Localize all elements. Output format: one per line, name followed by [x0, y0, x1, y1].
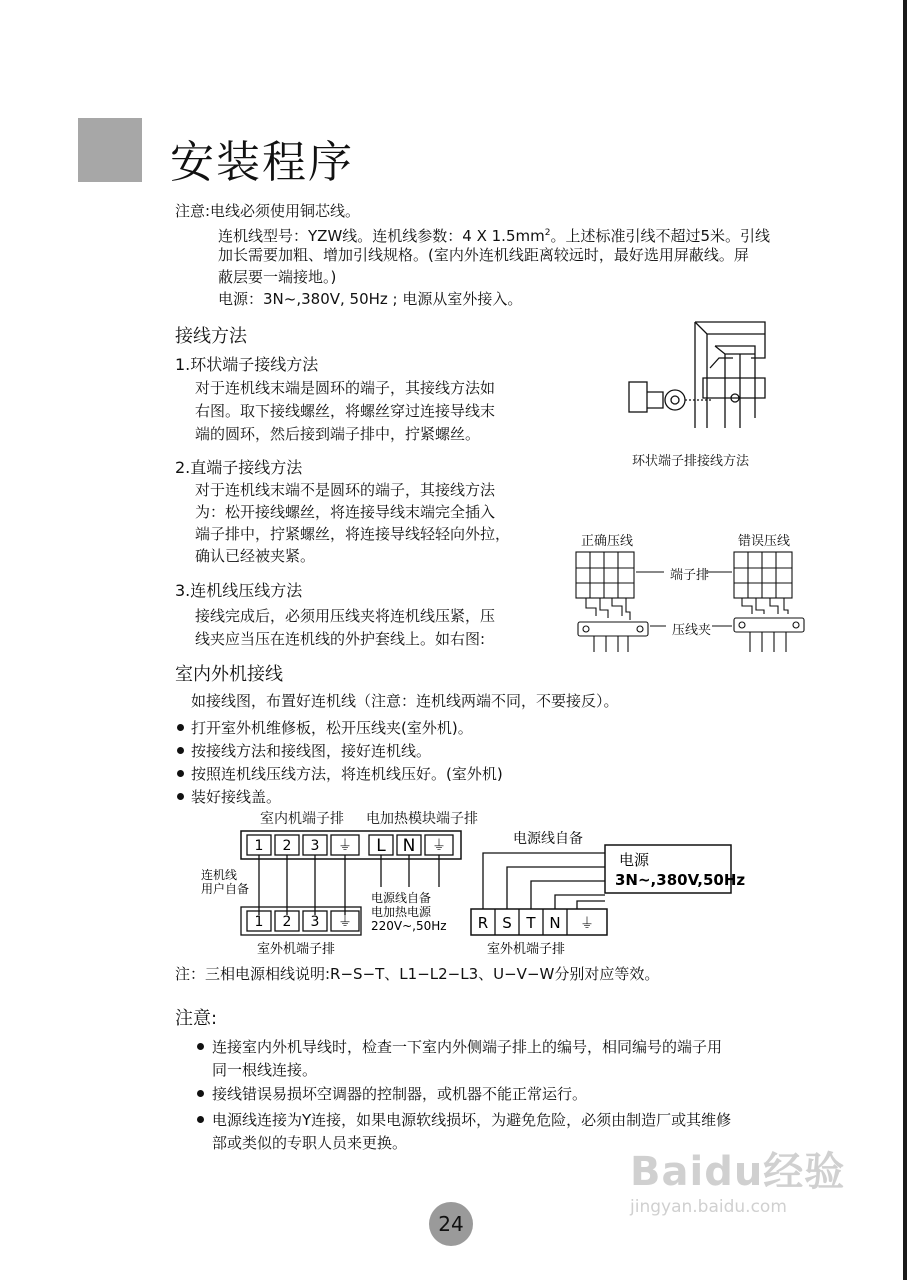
- section-1-title: 1.环状端子接线方法: [175, 355, 319, 374]
- ground-icon: ⏚: [432, 838, 446, 854]
- page-edge: [903, 0, 907, 1280]
- outdoor-cell: 2: [282, 914, 292, 930]
- section-2-title: 2.直端子接线方法: [175, 458, 303, 477]
- bullet-dot: [177, 747, 184, 754]
- wrong-clamp-label: 错误压线: [738, 534, 791, 549]
- indoor-cell: 3: [310, 838, 320, 854]
- bullet-dot: [177, 793, 184, 800]
- section-1-line-1: 对于连机线末端是圆环的端子，其接线方法如: [195, 379, 496, 397]
- bullet-dot: [197, 1090, 204, 1097]
- caution-3-line-2: 部或类似的专职人员来更换。: [212, 1134, 408, 1152]
- section-1-line-3: 端的圆环，然后接到端子排中，拧紧螺丝。: [195, 425, 481, 443]
- step-bullet-3: 按照连机线压线方法，将连机线压好。(室外机): [191, 765, 503, 783]
- step-bullet-1: 打开室外机维修板，松开压线夹(室外机)。: [191, 719, 473, 737]
- notice-line-2: 连机线型号：YZW线。连机线参数：4 X $1.5mm^2$。上述标准引线不超过5米。引线: [218, 227, 770, 245]
- power-cell: T: [526, 914, 536, 932]
- caution-heading: 注意:: [175, 1008, 218, 1029]
- heater-note-3: 220V~,50Hz: [371, 919, 447, 933]
- correct-clamp-label: 正确压线: [581, 534, 634, 549]
- watermark-logo: Baidu经验: [630, 1149, 846, 1195]
- step-bullet-2: 按接线方法和接线图，接好连机线。: [191, 742, 432, 760]
- caution-3-line-1: 电源线连接为Y连接，如果电源软线损坏，为避免危险，必须由制造厂或其维修: [212, 1111, 732, 1129]
- section-2-line-3: 端子排中，拧紧螺丝，将连接导线轻轻向外拉，: [195, 525, 511, 543]
- section-3-title: 3.连机线压线方法: [175, 581, 303, 600]
- section-1-line-2: 右图。取下接线螺丝，将螺丝穿过连接导线末: [195, 402, 496, 420]
- notice-line-3: 加长需要加粗、增加引线规格。(室内外连机线距离较远时，最好选用屏蔽线。屏: [218, 246, 749, 264]
- baidu-watermark: [630, 1140, 850, 1250]
- wiring-heading: 接线方法: [175, 326, 247, 347]
- heater-note-2: 电加热电源: [371, 905, 432, 919]
- section-2-line-4: 确认已经被夹紧。: [195, 547, 316, 565]
- notice-line-4: 蔽层要一端接地。): [218, 268, 337, 286]
- outdoor-cell: 1: [254, 914, 264, 930]
- indoor-outdoor-intro: 如接线图，布置好连机线（注意：连机线两端不同，不要接反）。: [191, 692, 619, 710]
- notice-line-5: 电源：3N~,380V, 50Hz ; 电源从室外接入。: [218, 290, 523, 308]
- page-number: 24: [429, 1202, 473, 1246]
- heater-cell: N: [402, 836, 416, 856]
- bullet-dot: [197, 1116, 204, 1123]
- link-label-1: 连机线: [201, 868, 238, 882]
- outdoor-terminal-label-2: 室外机端子排: [487, 942, 566, 957]
- indoor-terminal-label: 室内机端子排: [260, 811, 344, 827]
- outdoor-terminal-label-1: 室外机端子排: [257, 942, 336, 957]
- outdoor-cell: 3: [310, 914, 320, 930]
- ground-icon: ⏚: [338, 838, 352, 854]
- ground-icon: ⏚: [580, 916, 594, 932]
- wiring-diagram: [195, 805, 755, 965]
- heater-terminal-label: 电加热模块端子排: [366, 811, 478, 827]
- power-cell: S: [502, 914, 512, 932]
- section-2-line-1: 对于连机线末端不是圆环的端子，其接线方法: [195, 481, 496, 499]
- power-title: 电源: [619, 851, 650, 869]
- caution-2: 接线错误易损坏空调器的控制器，或机器不能正常运行。: [212, 1085, 588, 1103]
- heater-cell: L: [376, 836, 386, 856]
- section-2-line-2: 为：松开接线螺丝，将连接导线末端完全插入: [195, 503, 496, 521]
- heater-note-1: 电源线自备: [371, 891, 432, 905]
- bullet-dot: [177, 724, 184, 731]
- power-cell: N: [549, 914, 561, 932]
- notice-line-1: 注意:电线必须使用铜芯线。: [175, 202, 361, 220]
- bullet-dot: [197, 1043, 204, 1050]
- caution-1-line-2: 同一根线连接。: [212, 1061, 318, 1079]
- power-spec: 3N~,380V,50Hz: [615, 871, 746, 889]
- ground-icon: ⏚: [338, 914, 352, 930]
- ring-terminal-caption: 环状端子排接线方法: [632, 454, 750, 469]
- step-bullet-4: 装好接线盖。: [191, 788, 282, 806]
- section-3-line-1: 接线完成后，必须用压线夹将连机线压紧，压: [195, 607, 496, 625]
- phase-note: 注：三相电源相线说明:R−S−T、L1−L2−L3、U−V−W分别对应等效。: [175, 965, 660, 983]
- indoor-cell: 1: [254, 838, 264, 854]
- cable-clamp-label: 压线夹: [672, 623, 712, 638]
- ring-terminal-figure: [615, 318, 785, 446]
- page-title: 安装程序: [170, 137, 354, 188]
- title-block: [78, 118, 142, 182]
- indoor-outdoor-heading: 室内外机接线: [175, 664, 283, 685]
- bullet-dot: [177, 770, 184, 777]
- watermark-url: jingyan.baidu.com: [630, 1197, 787, 1217]
- caution-1-line-1: 连接室内外机导线时，检查一下室内外侧端子排上的编号，相同编号的端子用: [212, 1038, 723, 1056]
- terminal-strip-label: 端子排: [670, 568, 710, 583]
- power-cell: R: [477, 914, 489, 932]
- link-label-2: 用户自备: [201, 882, 250, 896]
- power-cable-label: 电源线自备: [513, 831, 583, 847]
- indoor-cell: 2: [282, 838, 292, 854]
- section-3-line-2: 线夹应当压在连机线的外护套线上。如右图:: [195, 630, 486, 648]
